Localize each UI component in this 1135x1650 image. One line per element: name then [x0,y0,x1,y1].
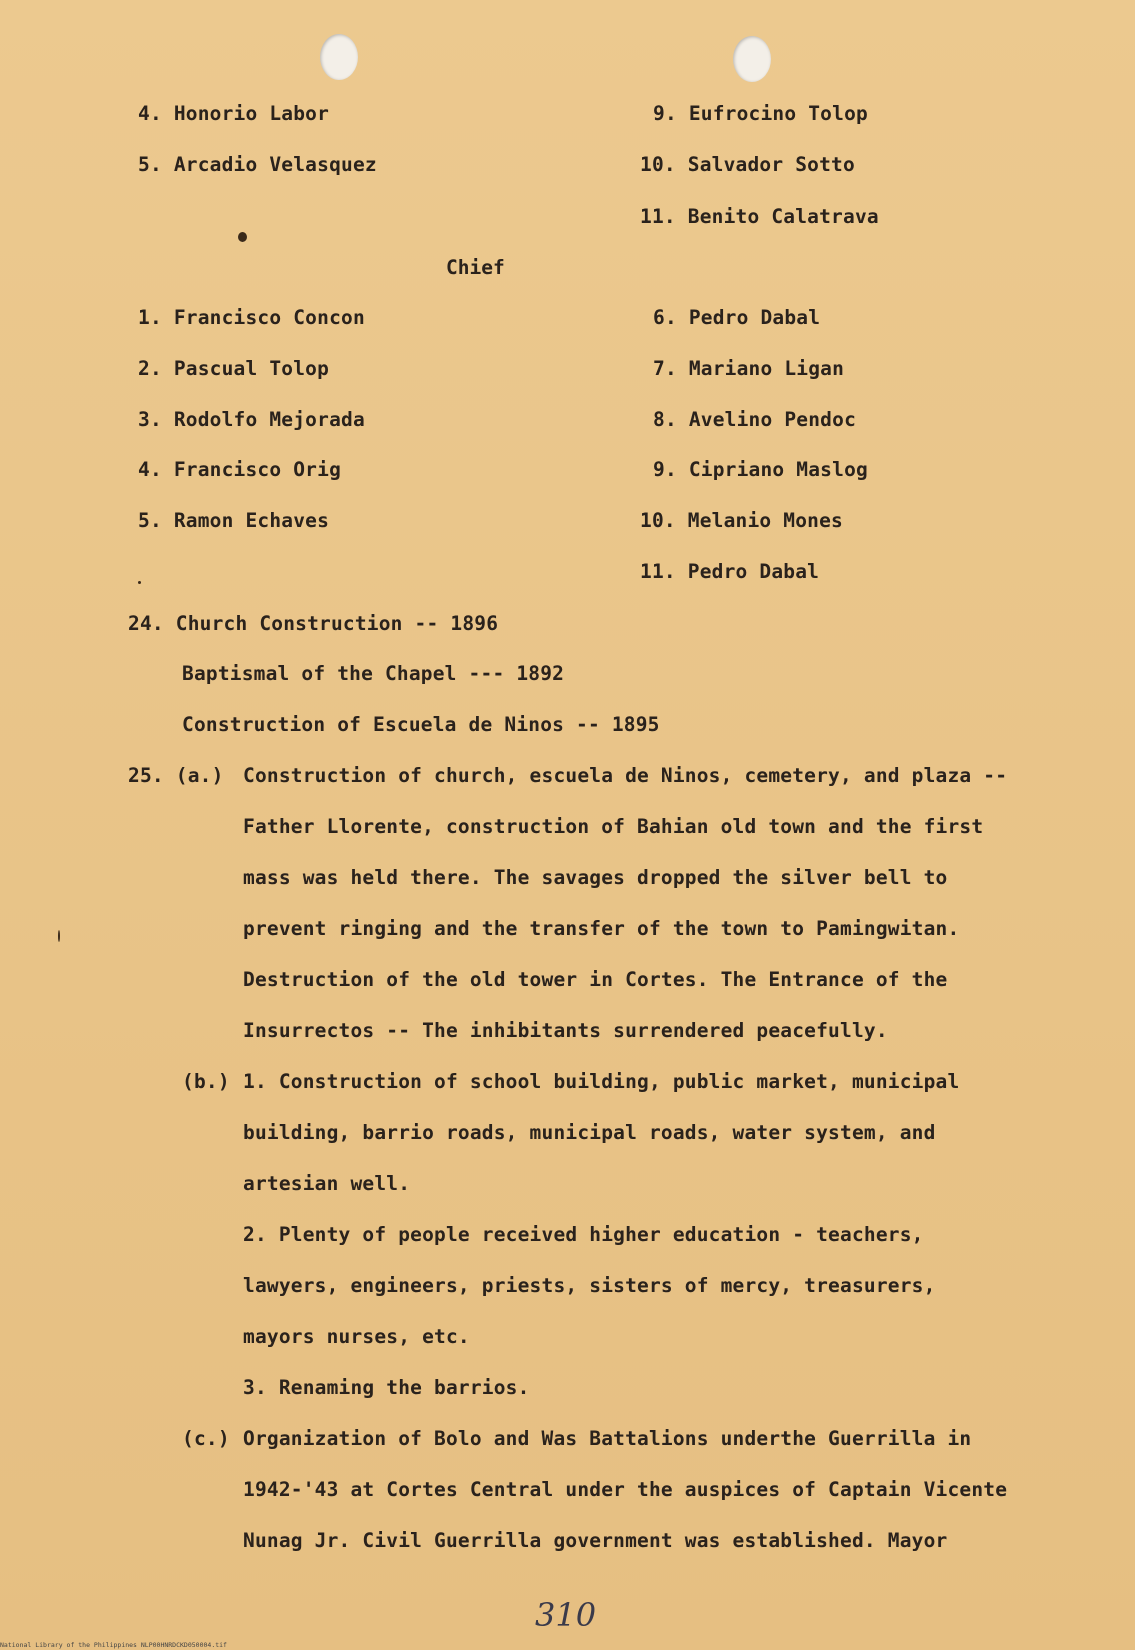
item-25-a-line: Father Llorente, construction of Bahian old town and the first [243,815,984,838]
item-25-b-line: 3. Renaming the barrios. [243,1376,530,1399]
list-item: 10. Salvador Sotto [640,153,855,176]
item-25-c-line: Nunag Jr. Civil Guerrilla government was established. Mayor [243,1529,948,1552]
ink-speck [238,232,247,242]
list-item: 1. Francisco Concon [138,306,365,329]
item-25-a-line: Destruction of the old tower in Cortes. The Entrance of the [243,968,948,991]
list-item: 5. Arcadio Velasquez [138,153,377,176]
list-item: 10. Melanio Mones [640,509,844,532]
list-item: 2. Pascual Tolop [138,357,330,380]
item-25-b-line: mayors nurses, etc. [243,1325,470,1348]
handwritten-page-number: 310 [535,1596,597,1634]
list-item: 4. Francisco Orig [138,458,342,481]
list-item: 9. Cipriano Maslog [653,458,868,481]
list-item: 8. Avelino Pendoc [653,408,857,431]
punch-hole-left [320,34,358,80]
item-25-a-label: 25. (a.) [128,764,224,787]
list-item: 5. Ramon Echaves [138,509,330,532]
item-25-a-line: Insurrectos -- The inhibitants surrendered peacefully. [243,1019,888,1042]
item-25-a-line: Construction of church, escuela de Ninos, cemetery, and plaza -- [243,764,1008,787]
item-25-c-label: (c.) [182,1427,230,1450]
item-24-line: 24. Church Construction -- 1896 [128,612,499,635]
item-25-a-line: mass was held there. The savages dropped the silver bell to [243,866,948,889]
list-item: 11. Benito Calatrava [640,205,879,228]
list-item: 9. Eufrocino Tolop [653,102,868,125]
list-item: 3. Rodolfo Mejorada [138,408,365,431]
item-24-line: Baptismal of the Chapel --- 1892 [182,662,565,685]
list-item: 6. Pedro Dabal [653,306,821,329]
punch-hole-right [733,36,771,82]
item-25-c-line: Organization of Bolo and Was Battalions underthe Guerrilla in [243,1427,972,1450]
item-25-b-line: 2. Plenty of people received higher education - teachers, [243,1223,924,1246]
archive-footer: National Library of the Philippines NLP00HNRDCKD050004.tif [0,1641,227,1649]
ink-speck [138,581,141,584]
item-25-b-line: building, barrio roads, municipal roads, water system, and [243,1121,936,1144]
item-25-b-label: (b.) [182,1070,230,1093]
item-25-a-line: prevent ringing and the transfer of the town to Pamingwitan. [243,917,960,940]
ink-speck [58,930,60,942]
item-25-b-line: 1. Construction of school building, public market, municipal [243,1070,960,1093]
list-item: 11. Pedro Dabal [640,560,820,583]
item-25-b-line: lawyers, engineers, priests, sisters of mercy, treasurers, [243,1274,936,1297]
item-25-c-line: 1942-'43 at Cortes Central under the auspices of Captain Vicente [243,1478,1008,1501]
item-24-line: Construction of Escuela de Ninos -- 1895 [182,713,660,736]
section-heading-chief: Chief [446,256,505,279]
list-item: 7. Mariano Ligan [653,357,845,380]
item-25-b-line: artesian well. [243,1172,411,1195]
list-item: 4. Honorio Labor [138,102,330,125]
